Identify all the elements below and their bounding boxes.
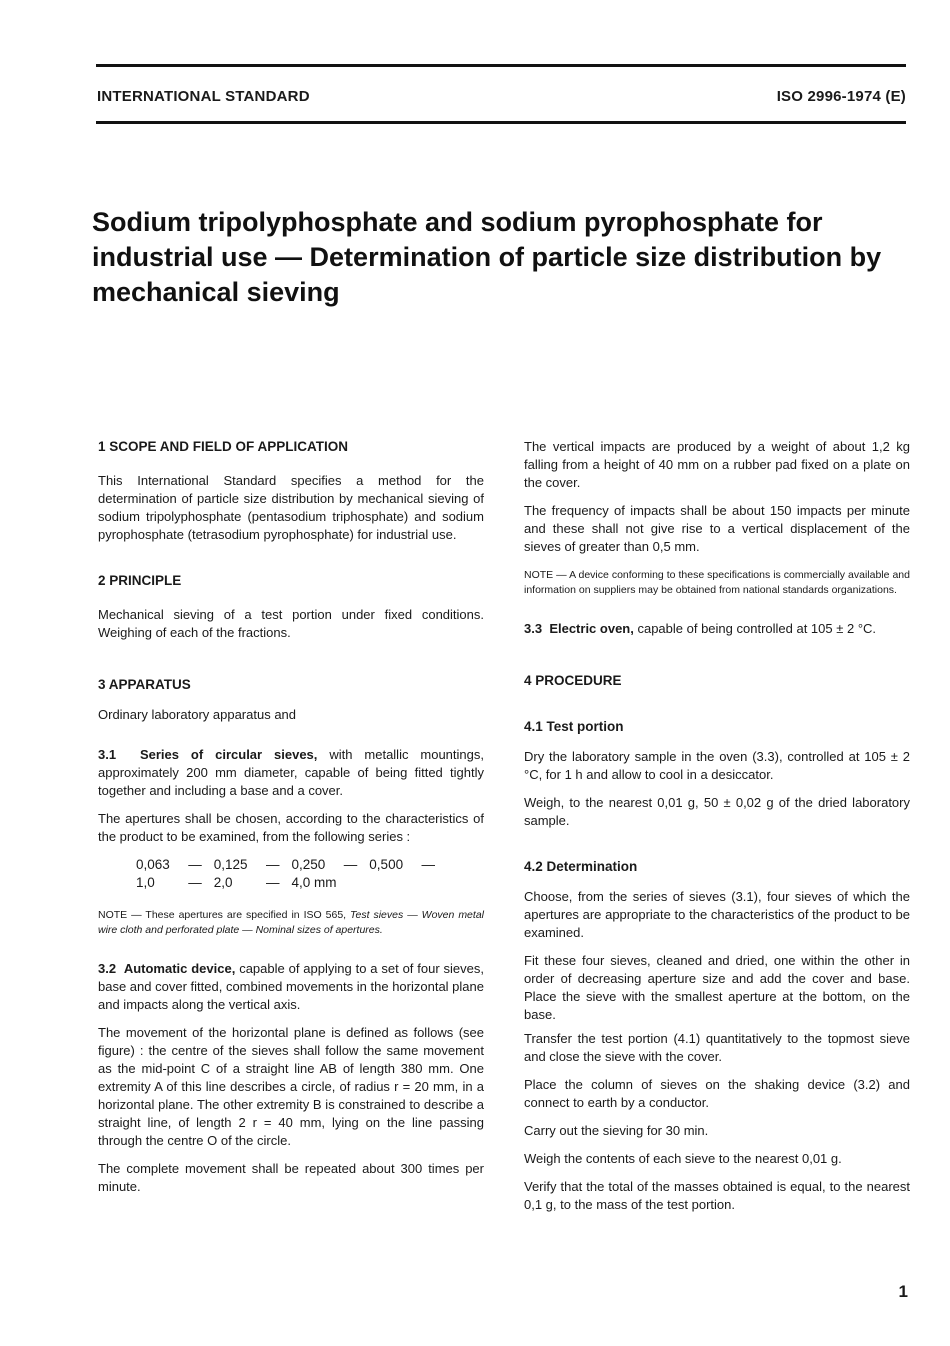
clause-4-2-verify: Verify that the total of the masses obtained is equal, to the nearest 0,1 g, to the mass of the test portion. [524, 1179, 910, 1212]
document-title: Sodium tripolyphosphate and sodium pyrophosphate for industrial use — Determination of particle size distribution by mechanical sieving [92, 207, 882, 307]
clause-3-1-term: Series of circular sieves, [139, 747, 318, 762]
series-dash: — [343, 857, 358, 872]
left-column [98, 438, 484, 1196]
clause-3-2-repeat: The complete movement shall be repeated about 300 times per minute. [98, 1161, 484, 1194]
right-column [524, 438, 910, 1214]
header-standard-number: ISO 2996-1974 (E) [776, 88, 906, 105]
series-value: 4,0 mm [291, 875, 337, 890]
clause-3-2 [98, 960, 484, 1014]
note-aperture-prefix: NOTE — These apertures are specified in ISO 565, [98, 909, 351, 921]
clause-3-1-apertures: The apertures shall be chosen, according to the characteristics of the product to be examined, from the following series : [98, 811, 484, 844]
frequency-text: The frequency of impacts shall be about 150 impacts per minute and these shall not give rise to a vertical displacement of the sieves of greater than 0,5 mm. [524, 503, 910, 554]
clause-3-2-number: 3.2 [98, 961, 117, 976]
clause-3-1 [98, 746, 484, 800]
clause-4-1-heading: 4.1 Test portion [524, 719, 624, 734]
series-value: 0,125 [213, 857, 248, 872]
section-1-heading: 1 SCOPE AND FIELD OF APPLICATION [98, 439, 349, 454]
header-top-rule [96, 64, 906, 67]
series-value: 0,063 [136, 857, 170, 872]
aperture-series-row-1 [136, 856, 484, 874]
aperture-series-row-2 [136, 874, 484, 892]
clause-4-1-dry: Dry the laboratory sample in the oven (3.3), controlled at 105 ± 2 °C, for 1 h and allow to cool in a desiccator. [524, 749, 910, 782]
series-dash: — [266, 857, 280, 872]
clause-3-2-movement: The movement of the horizontal plane is defined as follows (see figure) : the centre of the sieves shall follow the same movement as the mid-point C of a straight line AB of length 380 mm. One extremity A of this line describes a circle, of radius r = 20 mm, in a horizontal plane. The other extremity B is constrained to describe a straight line, of length 2 r = 40 mm, lying on the line passing through the centre O of the circle. [98, 1025, 484, 1148]
clause-3-3-number: 3.3 [524, 621, 543, 636]
clause-3-2-text: capable of applying to a set of four sieves, base and cover fitted, combined movements in the horizontal plane and impacts along the vertical axis. [98, 961, 484, 1012]
clause-4-2-weigh: Weigh the contents of each sieve to the nearest 0,01 g. [524, 1151, 842, 1166]
series-dash: — [188, 857, 202, 872]
clause-3-2-term: Automatic device, [123, 961, 236, 976]
series-value: 2,0 [213, 875, 233, 890]
series-value: 1,0 [136, 875, 155, 890]
page-number: 1 [898, 1282, 908, 1301]
note-aperture-reference: Test sieves — Woven metal wire cloth and perforated plate — Nominal sizes of apertures. [98, 909, 484, 936]
series-dash: — [266, 875, 280, 890]
note-aperture-standard [98, 908, 484, 938]
clause-4-2-heading: 4.2 Determination [524, 859, 638, 874]
section-2-text: Mechanical sieving of a test portion under fixed conditions. Weighing of each of the fractions. [98, 607, 484, 640]
clause-4-2-choose: Choose, from the series of sieves (3.1), four sieves of which the apertures are appropriate to the characteristics of the product to be examined. [524, 889, 910, 940]
clause-4-2-carry: Carry out the sieving for 30 min. [524, 1123, 709, 1138]
clause-3-1-text: with metallic mountings, approximately 200 mm diameter, capable of being fitted tightly together and including a base and a cover. [98, 747, 484, 798]
section-4-heading: 4 PROCEDURE [524, 673, 622, 688]
impacts-text: The vertical impacts are produced by a weight of about 1,2 kg falling from a height of 40 mm on a rubber pad fixed on a plate on the cover. [524, 439, 910, 490]
clause-4-1-weigh: Weigh, to the nearest 0,01 g, 50 ± 0,02 g of the dried laboratory sample. [524, 795, 910, 828]
clause-4-2-place: Place the column of sieves on the shaking device (3.2) and connect to earth by a conductor. [524, 1077, 910, 1110]
clause-3-3-term: Electric oven, [549, 621, 634, 636]
aperture-series [98, 856, 484, 892]
clause-4-2-fit: Fit these four sieves, cleaned and dried, one within the other in order of decreasing aperture size and add the cover and base. Place the sieve with the smallest aperture at the bottom, on the base. [524, 953, 910, 1022]
section-1-text: This International Standard specifies a method for the determination of particle size distribution by mechanical sieving of sodium tripolyphosphate (pentasodium triphosphate) and sodium pyrophosphate (tetrasodium pyrophosphate) for industrial use. [98, 473, 484, 542]
series-value: 0,500 [369, 857, 404, 872]
section-2-heading: 2 PRINCIPLE [98, 573, 182, 588]
section-3-intro: Ordinary laboratory apparatus and [98, 707, 297, 722]
clause-4-2-transfer: Transfer the test portion (4.1) quantitatively to the topmost sieve and close the sieve with the cover. [524, 1031, 910, 1064]
header-standard-type: INTERNATIONAL STANDARD [97, 88, 310, 105]
series-value: 0,250 [291, 857, 326, 872]
note-device-availability: NOTE — A device conforming to these specifications is commercially available and information on suppliers may be obtained from national standards organizations. [524, 569, 910, 596]
clause-3-1-number: 3.1 [98, 747, 117, 762]
series-dash: — [188, 875, 202, 890]
section-3-heading: 3 APPARATUS [98, 677, 191, 692]
clause-3-3-text: capable of being controlled at 105 ± 2 °C. [633, 621, 877, 636]
header-bottom-rule [96, 121, 906, 124]
series-dash: — [421, 857, 436, 872]
clause-3-3 [524, 620, 910, 638]
